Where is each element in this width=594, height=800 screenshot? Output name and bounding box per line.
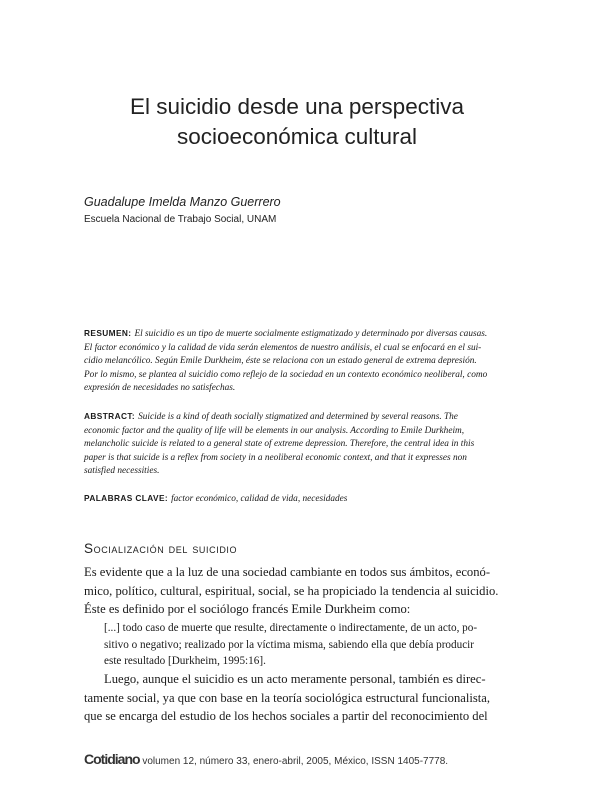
abstract-line: satisfied necessities. bbox=[84, 466, 160, 477]
resumen-text: El suicidio es un tipo de muerte socialmente estigmatizado y determinado por diversas causas. bbox=[134, 329, 488, 339]
author-name: Guadalupe Imelda Manzo Guerrero bbox=[84, 195, 281, 209]
abstract-line: paper is that suicide is a reflex from society in a neoliberal economic context, and that it expresses non bbox=[84, 452, 467, 463]
abstract-text: Suicide is a kind of death socially stigmatized and determined by several reasons. The bbox=[138, 412, 458, 422]
paragraph-line: Luego, aunque el suicidio es un acto meramente personal, también es direc- bbox=[104, 672, 486, 686]
resumen-label: RESUMEN: bbox=[84, 328, 132, 338]
title-line-1: El suicidio desde una perspectiva bbox=[130, 94, 464, 119]
page-footer bbox=[84, 751, 448, 767]
paragraph-line: Es evidente que a la luz de una sociedad cambiante en todos sus ámbitos, econó- bbox=[84, 565, 491, 579]
footer-issn: ISSN 1405-7778. bbox=[371, 756, 449, 767]
keywords-text: factor económico, calidad de vida, necesidades bbox=[171, 494, 348, 504]
journal-logo: Cotidiano bbox=[84, 751, 140, 767]
footer-citation: volumen 12, número 33, enero-abril, 2005, México, bbox=[142, 756, 369, 767]
durkheim-quote bbox=[104, 620, 508, 670]
article-title bbox=[60, 92, 534, 152]
keywords-label: PALABRAS CLAVE: bbox=[84, 493, 169, 503]
resumen-line: El factor económico y la calidad de vida serán elementos de nuestro análisis, el cual se enfocará en el sui- bbox=[84, 342, 482, 353]
resumen-line: expresión de necesidades no satisfechas. bbox=[84, 383, 236, 394]
quote-line: este resultado [Durkheim, 1995:16]. bbox=[104, 655, 266, 667]
abstract-label: ABSTRACT: bbox=[84, 411, 136, 421]
keywords-line bbox=[84, 492, 508, 507]
author-affiliation: Escuela Nacional de Trabajo Social, UNAM bbox=[84, 214, 277, 225]
body-paragraph-2 bbox=[84, 670, 508, 726]
paragraph-line: Éste es definido por el sociólogo francés Emile Durkheim como: bbox=[84, 602, 411, 616]
quote-line: [...] todo caso de muerte que resulte, directamente o indirectamente, de un acto, po- bbox=[104, 622, 478, 634]
title-line-2: socioeconómica cultural bbox=[176, 124, 418, 149]
body-paragraph-1 bbox=[84, 563, 508, 619]
section-heading: Socialización del suicidio bbox=[84, 541, 238, 556]
paragraph-line: tamente social, ya que con base en la teoría sociológica estructural funcionalista, bbox=[84, 690, 490, 705]
abstract-line: economic factor and the quality of life will be elements in our analysis. According to Emile Durkheim, bbox=[84, 425, 465, 436]
resumen-line bbox=[84, 327, 508, 342]
abstract-block bbox=[84, 410, 508, 479]
resumen-block bbox=[84, 327, 508, 396]
abstract-line bbox=[84, 410, 508, 425]
paragraph-line: mico, político, cultural, espiritual, social, se ha propiciado la tendencia al suicidio. bbox=[84, 583, 499, 598]
resumen-line: Por lo mismo, se plantea al suicidio como reflejo de la sociedad en un contexto económico neoliberal, como bbox=[84, 369, 488, 380]
abstract-line: melancholic suicide is related to a general state of extreme depression. Therefore, the central idea in this bbox=[84, 439, 475, 450]
paragraph-line: que se encarga del estudio de los hechos sociales a partir del reconocimiento del bbox=[84, 709, 488, 723]
keywords-block bbox=[84, 492, 508, 507]
resumen-line: cidio melancólico. Según Emile Durkheim, éste se relaciona con un estado general de extrema depresión. bbox=[84, 356, 477, 367]
quote-line: sitivo o negativo; realizado por la víctima misma, sabiendo ella que debía producir bbox=[104, 638, 475, 651]
